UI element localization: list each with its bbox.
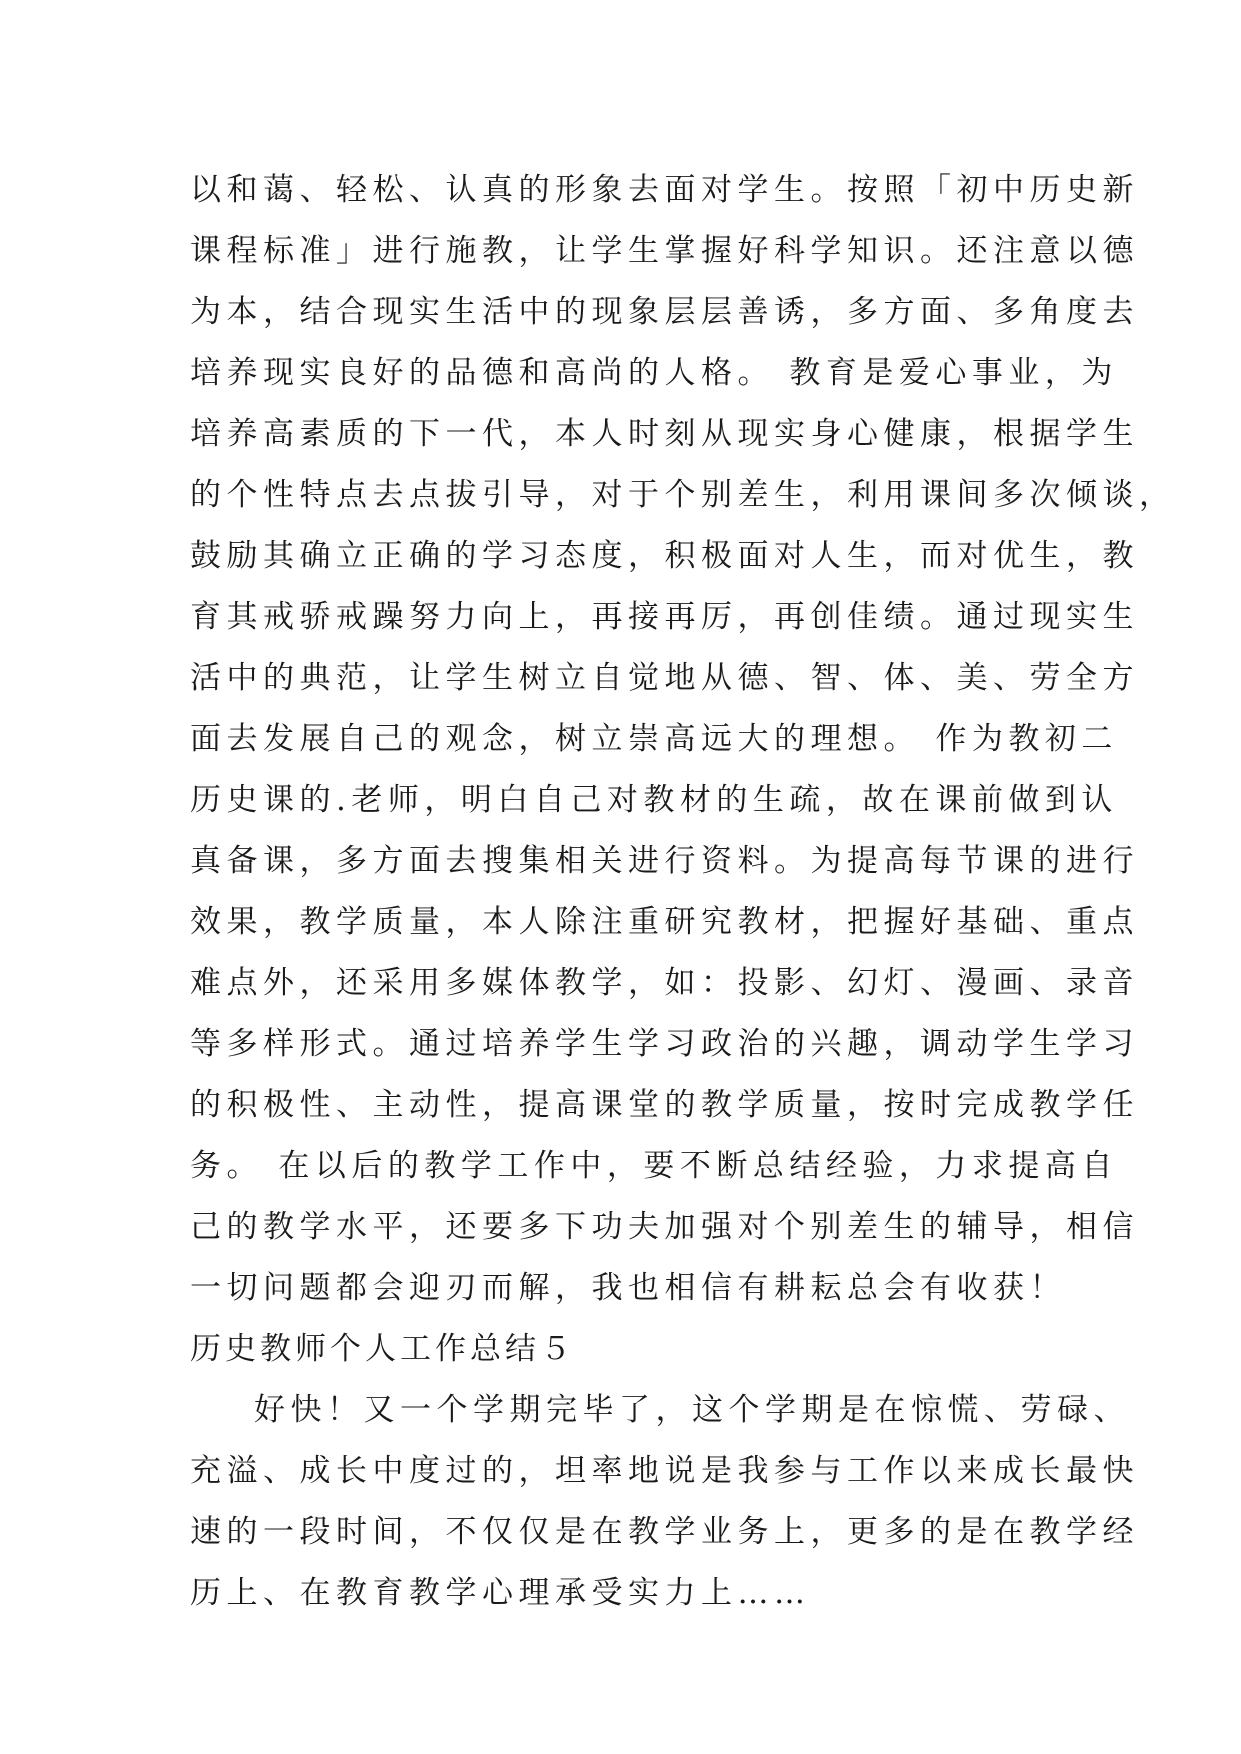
body-line: 以和蔼、轻松、认真的形象去面对学生。按照「初中历史新 (190, 172, 1139, 208)
body-line: 一切问题都会迎刃而解，我也相信有耕耘总会有收获！ (190, 1270, 1066, 1306)
body-line: 真备课，多方面去搜集相关进行资料。为提高每节课的进行 (190, 843, 1139, 879)
body-line: 己的教学水平，还要多下功夫加强对个别差生的辅导，相信 (190, 1209, 1139, 1245)
body-line: 效果，教学质量，本人除注重研究教材，把握好基础、重点 (190, 904, 1139, 940)
paragraph-line: 好快！又一个学期完毕了，这个学期是在惊慌、劳碌、 (254, 1392, 1130, 1428)
paragraph-line: 历上、在教育教学心理承受实力上…… (190, 1575, 811, 1611)
paragraph-line: 充溢、成长中度过的，坦率地说是我参与工作以来成长最快 (190, 1453, 1139, 1489)
body-line: 为本，结合现实生活中的现象层层善诱，多方面、多角度去 (190, 294, 1139, 330)
body-line: 等多样形式。通过培养学生学习政治的兴趣，调动学生学习 (190, 1026, 1139, 1062)
body-line: 育其戒骄戒躁努力向上，再接再厉，再创佳绩。通过现实生 (190, 599, 1139, 635)
body-line: 的个性特点去点拔引导，对于个别差生，利用课间多次倾谈， (190, 477, 1176, 513)
body-line: 难点外，还采用多媒体教学，如：投影、幻灯、漫画、录音 (190, 965, 1139, 1001)
document-body (190, 160, 1176, 1624)
body-line: 历史课的.老师，明白自己对教材的生疏，故在课前做到认 (190, 782, 1118, 818)
body-line: 的积极性、主动性，提高课堂的教学质量，按时完成教学任 (190, 1087, 1139, 1123)
body-line: 务。 在以后的教学工作中，要不断总结经验，力求提高自 (190, 1148, 1118, 1184)
body-line: 活中的典范，让学生树立自觉地从德、智、体、美、劳全方 (190, 660, 1139, 696)
body-line: 培养高素质的下一代，本人时刻从现实身心健康，根据学生 (190, 416, 1139, 452)
body-line: 鼓励其确立正确的学习态度，积极面对人生，而对优生，教 (190, 538, 1139, 574)
body-line: 培养现实良好的品德和高尚的人格。 教育是爱心事业，为 (190, 355, 1118, 391)
body-line: 面去发展自己的观念，树立崇高远大的理想。 作为教初二 (190, 721, 1118, 757)
body-line: 课程标准」进行施教，让学生掌握好科学知识。还注意以德 (190, 233, 1139, 269)
section-title: 历史教师个人工作总结５ (190, 1331, 575, 1367)
paragraph-line: 速的一段时间，不仅仅是在教学业务上，更多的是在教学经 (190, 1514, 1139, 1550)
